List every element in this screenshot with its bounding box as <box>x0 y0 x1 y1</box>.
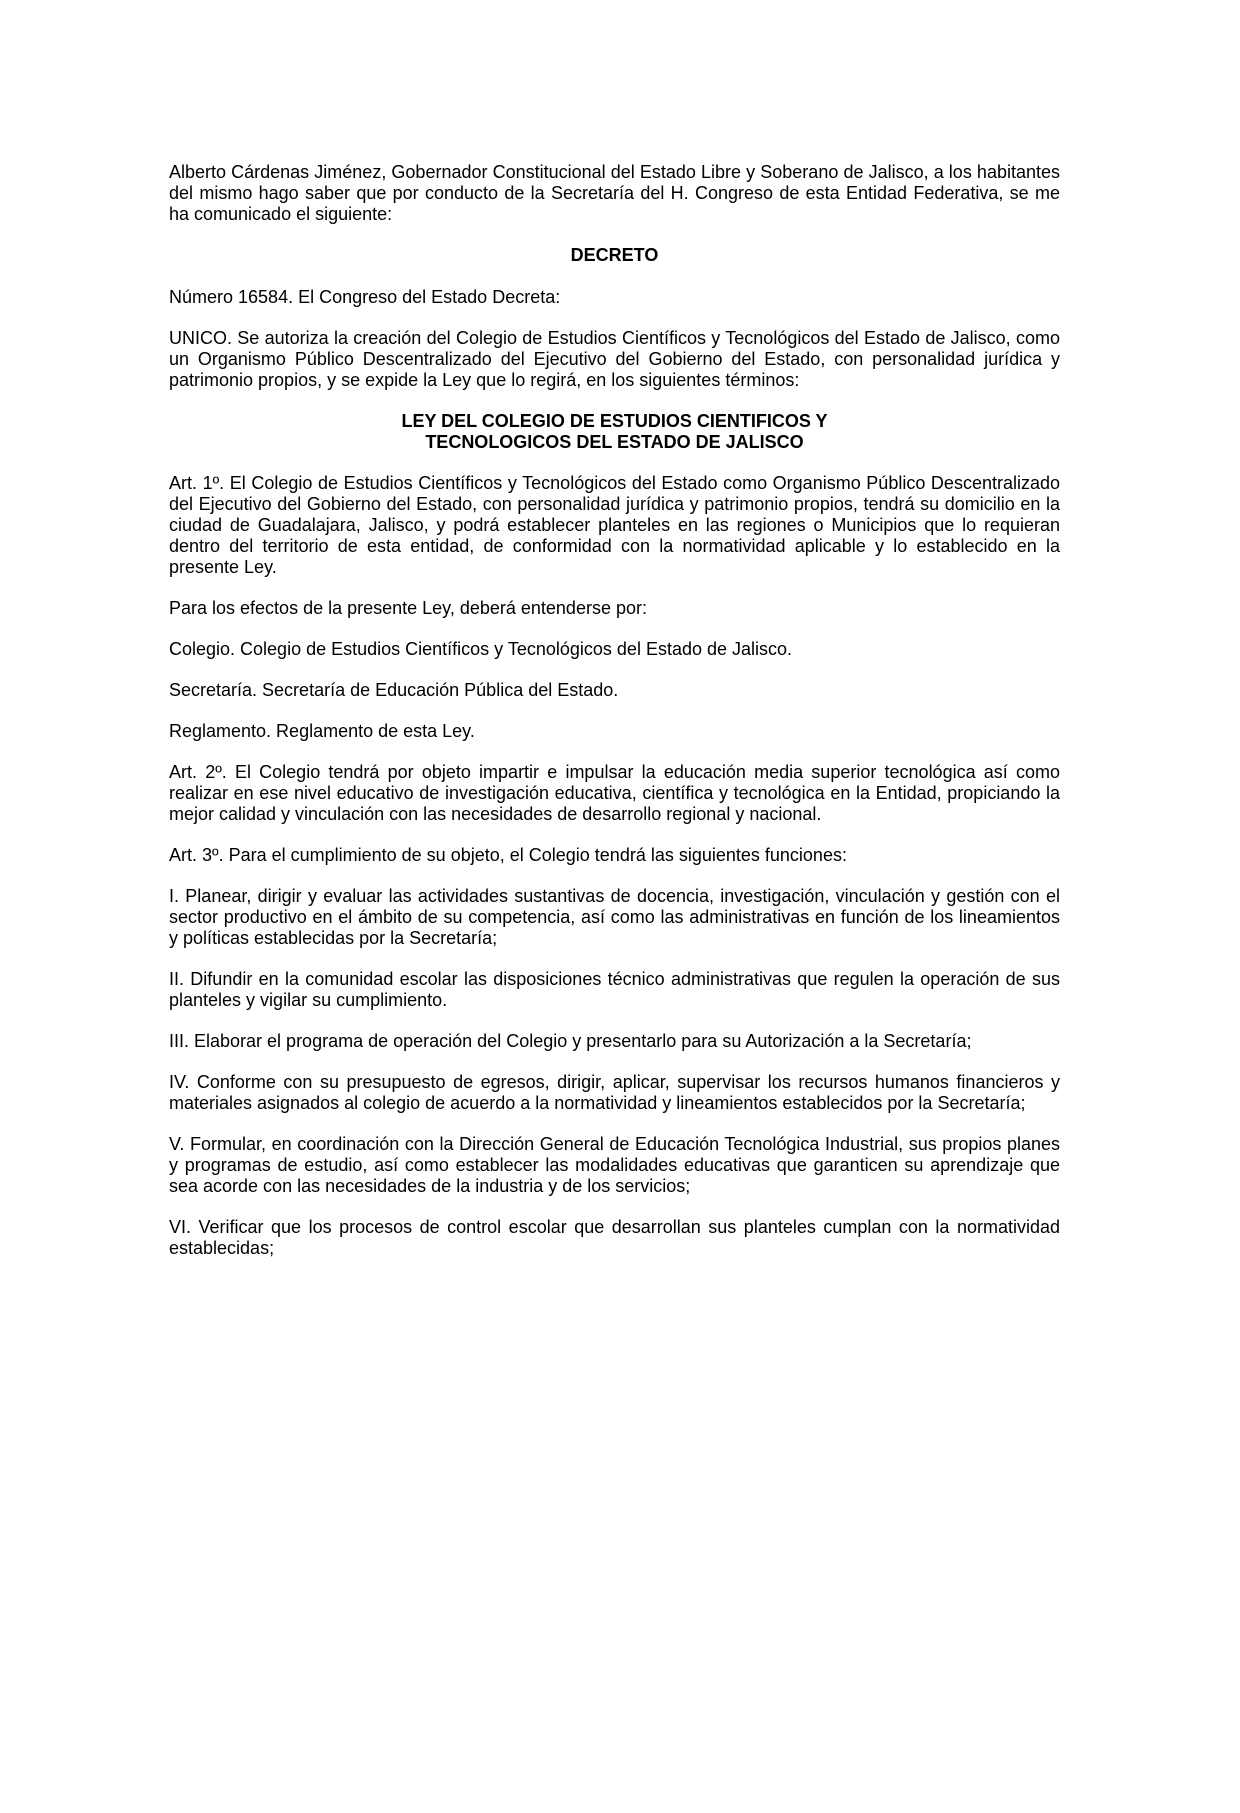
decree-title: DECRETO <box>570 245 659 265</box>
law-title-line-2: TECNOLOGICOS DEL ESTADO DE JALISCO <box>425 432 804 452</box>
fraction-iii: III. Elaborar el programa de operación del Colegio y presentarlo para su Autorización a la Secretaría; <box>169 1031 972 1051</box>
article-3: Art. 3º. Para el cumplimiento de su objeto, el Colegio tendrá las siguientes funciones: <box>169 845 847 865</box>
article-1: Art. 1º. El Colegio de Estudios Científicos y Tecnológicos del Estado como Organismo Público Descentralizado del Ejecutivo del Gobierno del Estado, con personalidad jurídica y patrimonio propios, tendrá su domicilio en la ciudad de Guadalajara, Jalisco, y podrá establecer planteles en las regiones o Municipios que lo requieran dentro del territorio de esta entidad, de conformidad con la normatividad aplicable y lo establecido en la presente Ley. <box>169 473 1060 577</box>
intro-paragraph: Alberto Cárdenas Jiménez, Gobernador Constitucional del Estado Libre y Soberano de Jalisco, a los habitantes del mismo hago saber que por conducto de la Secretaría del H. Congreso de esta Entidad Federativa, se me ha comunicado el siguiente: <box>169 162 1060 224</box>
fraction-iv: IV. Conforme con su presupuesto de egresos, dirigir, aplicar, supervisar los recursos humanos financieros y materiales asignados al colegio de acuerdo a la normatividad y lineamientos establecidos por la Secretaría; <box>169 1072 1060 1113</box>
definition-colegio: Colegio. Colegio de Estudios Científicos y Tecnológicos del Estado de Jalisco. <box>169 639 793 659</box>
article-2: Art. 2º. El Colegio tendrá por objeto impartir e impulsar la educación media superior tecnológica así como realizar en ese nivel educativo de investigación educativa, científica y tecnológica en la Entidad, propiciando la mejor calidad y vinculación con las necesidades de desarrollo regional y nacional. <box>169 762 1060 824</box>
law-title-line-1: LEY DEL COLEGIO DE ESTUDIOS CIENTIFICOS Y <box>401 411 828 431</box>
fraction-v: V. Formular, en coordinación con la Dirección General de Educación Tecnológica Industrial, sus propios planes y programas de estudio, así como establecer las modalidades educativas que garanticen su aprendizaje que sea acorde con las necesidades de la industria y de los servicios; <box>169 1134 1060 1196</box>
law-title <box>169 411 1060 453</box>
decree-number: Número 16584. El Congreso del Estado Decreta: <box>169 287 561 307</box>
definitions-intro: Para los efectos de la presente Ley, deberá entenderse por: <box>169 598 647 618</box>
fraction-vi: VI. Verificar que los procesos de control escolar que desarrollan sus planteles cumplan con la normatividad establecidas; <box>169 1217 1060 1258</box>
definition-reglamento: Reglamento. Reglamento de esta Ley. <box>169 721 475 741</box>
fraction-i: I. Planear, dirigir y evaluar las actividades sustantivas de docencia, investigación, vinculación y gestión con el sector productivo en el ámbito de su competencia, así como las administrativas en función de los lineamientos y políticas establecidas por la Secretaría; <box>169 886 1060 948</box>
unico-paragraph: UNICO. Se autoriza la creación del Colegio de Estudios Científicos y Tecnológicos del Estado de Jalisco, como un Organismo Público Descentralizado del Ejecutivo del Gobierno del Estado, con personalidad jurídica y patrimonio propios, y se expide la Ley que lo regirá, en los siguientes términos: <box>169 328 1060 390</box>
fraction-ii: II. Difundir en la comunidad escolar las disposiciones técnico administrativas que regulen la operación de sus planteles y vigilar su cumplimiento. <box>169 969 1060 1010</box>
document-page <box>169 162 1060 1279</box>
definition-secretaria: Secretaría. Secretaría de Educación Pública del Estado. <box>169 680 619 700</box>
